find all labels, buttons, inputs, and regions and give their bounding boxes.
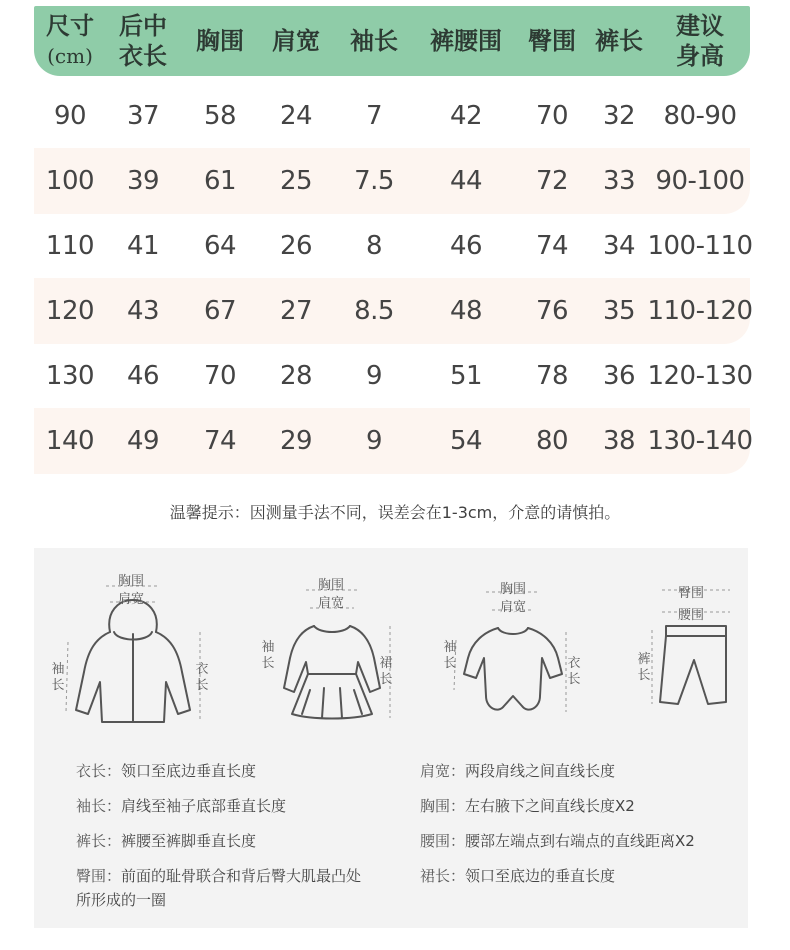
- table-row: [34, 213, 753, 279]
- cell-sleeve: 7.5: [354, 166, 394, 196]
- cell-chest: 61: [203, 166, 237, 196]
- pants-hip-label: 臀围: [678, 586, 705, 601]
- cell-pants-length: 32: [602, 101, 636, 131]
- cell-hip: 80: [535, 426, 569, 456]
- header-back-length: 后中 衣长: [119, 11, 167, 70]
- jacket-diagram: [48, 572, 218, 732]
- cell-pants-waist: 46: [449, 231, 483, 261]
- measurement-guide-panel: [34, 548, 748, 928]
- definition-chest: 胸围：左右腋下之间直线长度X2: [420, 797, 635, 815]
- table-row: [34, 83, 750, 149]
- cell-sleeve: 9: [365, 361, 383, 391]
- cell-chest: 58: [203, 101, 237, 131]
- cell-chest: 67: [203, 296, 237, 326]
- dress-diagram: [262, 578, 402, 728]
- cell-pants-waist: 48: [449, 296, 483, 326]
- dress-sleeve-label: 袖长: [261, 640, 275, 671]
- header-size: 尺寸 (cm): [46, 11, 94, 68]
- cell-hip: 78: [535, 361, 569, 391]
- cell-shoulder: 25: [279, 166, 313, 196]
- measurement-note: 温馨提示：因测量手法不同，误差会在1-3cm，介意的请慎拍。: [169, 503, 621, 522]
- pants-length-label: 裤长: [637, 652, 651, 683]
- cell-back-length: 37: [126, 101, 160, 131]
- pants-waist-label: 腰围: [678, 608, 705, 623]
- cell-sleeve: 8.5: [354, 296, 394, 326]
- header-pants-length: 裤长: [595, 26, 643, 55]
- cell-size: 110: [45, 231, 95, 261]
- cell-hip: 76: [535, 296, 569, 326]
- header-chest: 胸围: [196, 26, 244, 55]
- cell-pants-waist: 51: [449, 361, 483, 391]
- cell-suggested-height: 100-110: [647, 231, 753, 261]
- header-shoulder: 肩宽: [272, 26, 320, 55]
- cell-back-length: 39: [126, 166, 160, 196]
- header-sleeve: 袖长: [350, 26, 398, 55]
- cell-pants-waist: 44: [449, 166, 483, 196]
- definition-pants-length: 裤长：裤腰至裤脚垂直长度: [76, 832, 257, 850]
- table-row: [34, 148, 750, 214]
- cell-size: 140: [45, 426, 95, 456]
- cell-pants-length: 38: [602, 426, 636, 456]
- cell-sleeve: 9: [365, 426, 383, 456]
- cell-pants-length: 35: [602, 296, 636, 326]
- romper-sleeve-label: 袖长: [443, 640, 457, 671]
- dress-shoulder-label: 肩宽: [318, 596, 345, 611]
- definition-hip: 臀围：前面的耻骨联合和背后臀大肌最凸处 所形成的一圈: [76, 867, 362, 909]
- table-row: [34, 343, 753, 409]
- definition-waist: 腰围：腰部左端点到右端点的直线距离X2: [420, 832, 695, 850]
- cell-pants-length: 33: [602, 166, 636, 196]
- cell-shoulder: 24: [279, 101, 313, 131]
- cell-suggested-height: 130-140: [647, 426, 753, 456]
- cell-back-length: 43: [126, 296, 160, 326]
- cell-back-length: 46: [126, 361, 160, 391]
- dress-chest-label: 胸围: [318, 578, 345, 593]
- cell-back-length: 41: [126, 231, 160, 261]
- cell-pants-waist: 42: [449, 101, 483, 131]
- header-hip: 臀围: [528, 26, 576, 55]
- cell-back-length: 49: [126, 426, 160, 456]
- cell-suggested-height: 90-100: [655, 166, 745, 196]
- jacket-length-label: 衣长: [195, 662, 209, 693]
- table-row: [34, 408, 753, 474]
- romper-length-label: 衣长: [567, 656, 581, 687]
- cell-chest: 74: [203, 426, 237, 456]
- definition-length: 衣长：领口至底边垂直长度: [76, 762, 257, 780]
- header-suggested-height: 建议 身高: [676, 11, 724, 70]
- cell-hip: 72: [535, 166, 569, 196]
- cell-pants-length: 36: [602, 361, 636, 391]
- header-pants-waist: 裤腰围: [430, 26, 502, 55]
- cell-shoulder: 28: [279, 361, 313, 391]
- romper-diagram: [438, 584, 588, 724]
- cell-pants-waist: 54: [449, 426, 483, 456]
- cell-suggested-height: 80-90: [663, 101, 737, 131]
- jacket-sleeve-label: 袖长: [51, 662, 65, 693]
- cell-suggested-height: 120-130: [647, 361, 753, 391]
- cell-size: 120: [45, 296, 95, 326]
- cell-suggested-height: 110-120: [647, 296, 753, 326]
- romper-shoulder-label: 肩宽: [500, 600, 527, 615]
- definition-shoulder: 肩宽：两段肩线之间直线长度: [420, 762, 616, 780]
- cell-size: 130: [45, 361, 95, 391]
- definition-sleeve: 袖长：肩线至袖子底部垂直长度: [76, 797, 287, 815]
- size-table-header: [34, 6, 750, 76]
- definition-skirt-length: 裙长：领口至底边的垂直长度: [420, 867, 616, 885]
- dress-skirt-label: 裙长: [379, 656, 393, 687]
- cell-shoulder: 27: [279, 296, 313, 326]
- cell-hip: 74: [535, 231, 569, 261]
- pants-diagram: [632, 578, 742, 718]
- cell-shoulder: 26: [279, 231, 313, 261]
- table-row: [34, 278, 753, 344]
- jacket-chest-label: 胸围: [118, 574, 145, 589]
- cell-chest: 70: [203, 361, 237, 391]
- cell-size: 100: [45, 166, 95, 196]
- cell-chest: 64: [203, 231, 237, 261]
- cell-shoulder: 29: [279, 426, 313, 456]
- jacket-shoulder-label: 肩宽: [118, 592, 145, 607]
- cell-sleeve: 7: [365, 101, 383, 131]
- cell-pants-length: 34: [602, 231, 636, 261]
- cell-hip: 70: [535, 101, 569, 131]
- cell-sleeve: 8: [365, 231, 383, 261]
- cell-size: 90: [53, 101, 87, 131]
- romper-chest-label: 胸围: [500, 582, 527, 597]
